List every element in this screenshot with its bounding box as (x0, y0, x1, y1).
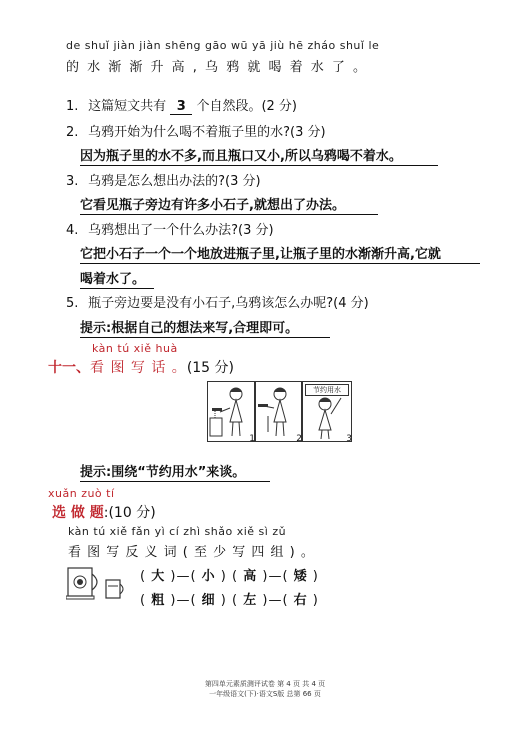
answer-line: 它把小石子一个一个地放进瓶子里,让瓶子里的水渐渐升高,它就 (80, 243, 480, 264)
section11-heading (48, 357, 234, 377)
question-number: 5. (66, 296, 79, 311)
antonym-word: 左 (243, 593, 258, 608)
question-4 (66, 219, 274, 238)
antonym-word: 细 (201, 593, 216, 608)
panel-number: 1 (249, 434, 255, 444)
answer-line: 提示:根据自己的想法来写,合理即可。 (80, 317, 330, 338)
question-text-end: 个自然段。(2 分) (196, 99, 297, 114)
answer-line: 因为瓶子里的水不多,而且瓶口又小,所以乌鸦喝不着水。 (80, 145, 438, 166)
footer-line-2: 一年级语文(下)·语文S版 总第 66 页 (209, 690, 321, 698)
picture-panel-3 (302, 381, 352, 442)
answer-line: 它看见瓶子旁边有许多小石子,就想出了办法。 (80, 194, 378, 215)
cups-illustration (66, 564, 132, 604)
water-sign: 节约用水 (305, 384, 349, 396)
answer-line: 喝着水了。 (80, 268, 154, 289)
question-3 (66, 170, 261, 189)
antonym-row-1: ( 大 )—( 小 ) ( 高 )—( 矮 ) (140, 569, 319, 584)
bonus-heading (52, 502, 156, 522)
antonym-word: 大 (151, 569, 166, 584)
question-2 (66, 121, 326, 140)
question-text: 瓶子旁边要是没有小石子,乌鸦该怎么办呢?(4 分) (88, 296, 369, 311)
section-title: 看 图 写 话 。 (90, 360, 187, 376)
footer-line-1: 第四单元素质测评试卷 第 4 页 共 4 页 (204, 680, 326, 688)
antonym-row-2: ( 粗 )—( 细 ) ( 左 )—( 右 ) (140, 593, 319, 608)
section11-pinyin: kàn tú xiě huà (92, 342, 178, 355)
panel-number: 3 (346, 434, 352, 444)
question-number: 2. (66, 125, 79, 140)
question-text: 乌鸦是怎么想出办法的?(3 分) (88, 174, 261, 189)
passage-pinyin: de shuǐ jiàn jiàn shēng gāo wū yā jiù hē zháo shuǐ le (66, 39, 380, 52)
antonym-word: 粗 (151, 593, 166, 608)
girl-turning-tap-illustration (256, 382, 301, 441)
bonus-title: 选 做 题 (52, 505, 104, 521)
answer-blank: 3 (170, 99, 192, 115)
question-text: 乌鸦开始为什么喝不着瓶子里的水?(3 分) (88, 125, 326, 140)
antonym-word: 小 (201, 569, 216, 584)
question-number: 1. (66, 99, 79, 114)
question-number: 3. (66, 174, 79, 189)
hint-line: 提示:围绕“节约用水”来谈。 (80, 461, 270, 482)
question-1 (66, 95, 297, 115)
bonus-instruction: 看 图 写 反 义 词 ( 至 少 写 四 组 ) 。 (68, 545, 315, 560)
question-text: 乌鸦想出了一个什么办法?(3 分) (88, 223, 274, 238)
antonym-word: 右 (293, 593, 308, 608)
panel-number: 2 (296, 434, 302, 444)
antonym-word: 高 (243, 569, 258, 584)
bonus-score: :(10 分) (103, 505, 156, 521)
question-number: 4. (66, 223, 79, 238)
picture-panel-1 (207, 381, 255, 442)
girl-at-tap-illustration (208, 382, 254, 441)
question-5 (66, 292, 369, 311)
passage-text: 的 水 渐 渐 升 高 , 乌 鸦 就 喝 着 水 了 。 (66, 60, 368, 75)
question-text: 这篇短文共有 (88, 99, 167, 114)
picture-panel-2 (255, 381, 302, 442)
section-label: 十一、 (48, 360, 90, 376)
antonym-word: 矮 (293, 569, 308, 584)
bonus-pinyin: xuǎn zuò tí (48, 487, 115, 500)
section-score: (15 分) (186, 360, 235, 376)
bonus-instruction-pinyin: kàn tú xiě fǎn yì cí zhì shǎo xiě sì zǔ (68, 525, 287, 538)
